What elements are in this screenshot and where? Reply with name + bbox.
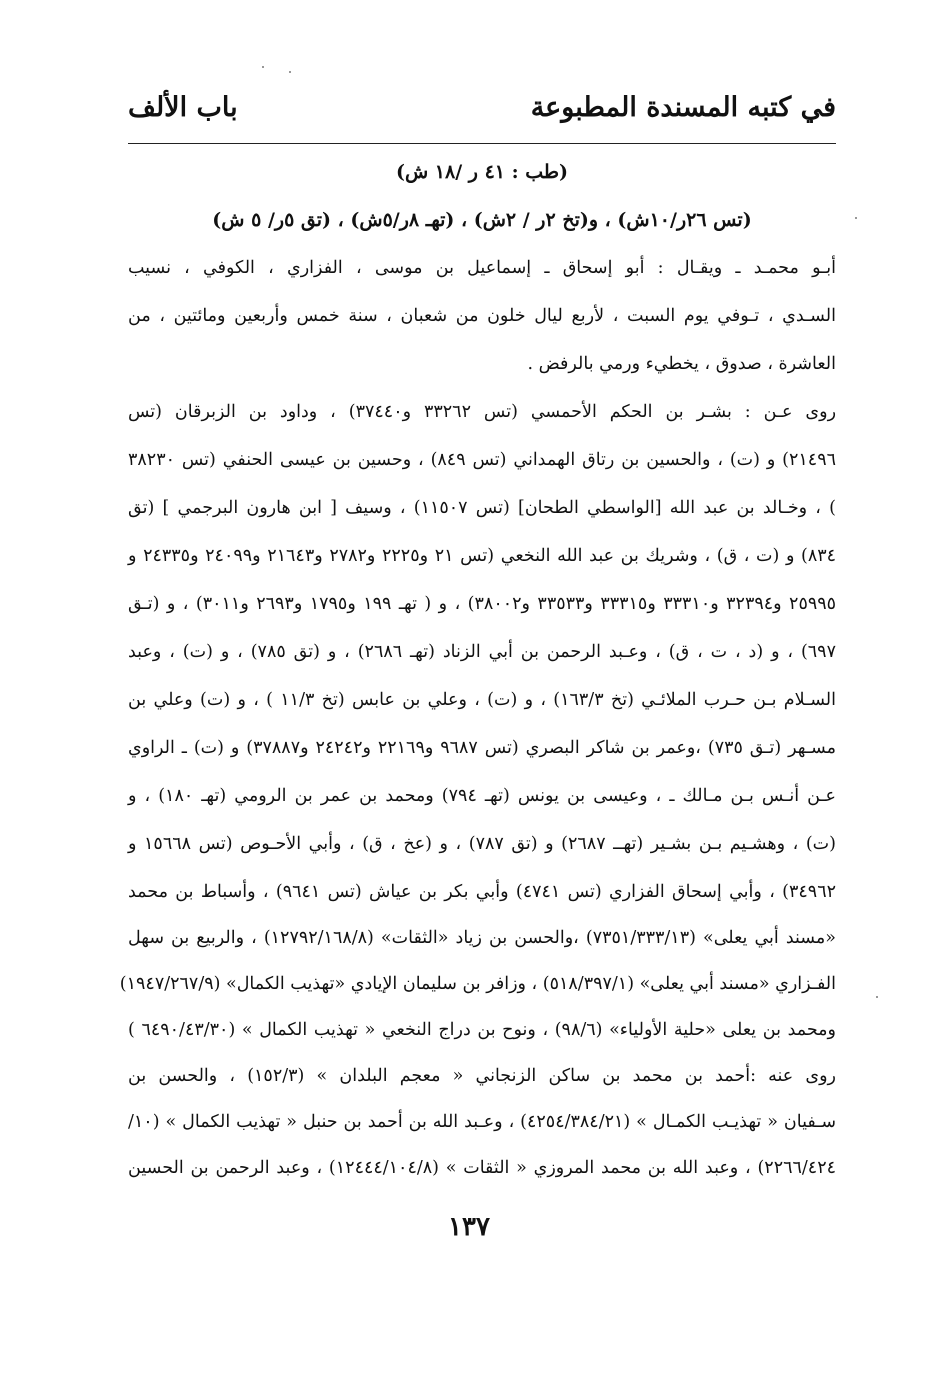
text-line: سـفيان « تهذيـب الكمـال » (٤٢٥٤/٣٨٤/٢١) ، وعـبد الله بن أحمد بن حنبل « تهذيب الكمال » (١٠/	[128, 1112, 836, 1132]
text-line: «مسند أبي يعلى» (٧٣٥١/٣٣٣/١٣) ،والحسن بن زياد «الثقات» (١٢٧٩٢/١٦٨/٨) ، والربيع بن سهل	[128, 928, 836, 948]
text-line: مسـهر (تـق ٧٣٥) ،وعمر بن شاكر البصري (تس ٩٦٨٧ و٢٢١٦٩ و٢٤٢٤٢ و٣٧٨٨٧) و (ت) ـ الراوي	[128, 738, 836, 758]
text-line: أبـو محمـد ـ ويقـال : أبو إسحاق ـ إسماعيل بن موسى ، الفزاري ، الكوفي ، نسيب	[128, 258, 836, 278]
text-line: الفـزاري «مسند أبي يعلى» (٥١٨/٣٩٧/١) ، وزافر بن سليمان الإيادي «تهذيب الكمال» (١٩٤٧/٢٦٧/٩)	[119, 974, 836, 994]
text-line: عـن أنـس بـن مـالك ـ ، وعيسى بن يونس (تهـ ٧٩٤) ومحمد بن عمر بن الرومي (تهـ ١٨٠) ، و	[128, 786, 836, 806]
text-line: ٢١٤٩٦) و (ت) ، والحسين بن رتاق الهمداني (تس ٨٤٩) ، وحسين بن عيسى الحنفي (تس ٣٨٢٣٠	[128, 450, 836, 470]
text-line: (تس ٢٦ر/١٠ش) ، و(تخ ٢ر / ٢ش) ، (تهـ ٨ر/٥ش) ، (تق ٥ر/ ٥ ش)	[212, 209, 752, 231]
text-line: روى عنه :أحمد بن محمد بن ساكن الزنجاني « معجم البلدان » (١٥٢/٣) ، والحسن بن	[128, 1066, 836, 1086]
text-line: ٢٢٦٦/٤٢٤) ، وعبد الله بن محمد المروزي « الثقات » (١٢٤٤٤/١٠٤/٨) ، وعبد الرحمن بن الحسين	[128, 1158, 836, 1178]
text-line: ومحمد بن يعلى «حلية الأولياء» (٩٨/٦) ، ونوح بن دراج النخعي « تهذيب الكمال » (٦٤٩٠/٤٣/٣٠ )	[128, 1020, 837, 1040]
page-header	[128, 92, 836, 136]
text-line: السـدي ، تـوفي يوم السبت ، لأربع ليال خلون من شعبان ، سنة خمس وأربعين ومائتين ، من	[128, 306, 836, 326]
text-line: العاشرة ، صدوق ، يخطيء ورمي بالرفض .	[527, 354, 836, 374]
scan-speck	[855, 217, 857, 219]
text-line: ) ، وخـالد بن عبد الله [الواسطي الطحان] (تس ١١٥٠٧) ، وسيف [ ابن هارون البرجمي ] (تق	[128, 498, 836, 518]
text-line: (ت) ، وهشـيم بـن بشـير (تهــ ٢٦٨٧) و (تق ٧٨٧) ، و (عخ ، ق) ، وأبي الأحـوص (تس ١٥٦٦٨ و	[128, 834, 836, 854]
text-line: ٣٤٩٦٢) ، وأبي إسحاق الفزاري (تس ٤٧٤١) وأبي بكر بن عياش (تس ٩٦٤١) ، وأسباط بن محمد	[128, 882, 836, 902]
text-line: (طب : ٤١ ر /١٨ ش)	[395, 161, 569, 183]
text-line: ٢٥٩٩٥ و٣٢٣٩٤ و٣٣٣١٠ و٣٣٣١٥ و٣٣٥٣٣ و٣٨٠٠٢) ، و ( تهـ ١٩٩ و١٧٩٥ و٢٦٩٣ و٣٠١١) ، و (تـق	[128, 594, 837, 614]
text-line: روى عـن : بشـر بن الحكم الأحمسي (تس ٣٣٢٦٢ و٣٧٤٤٠) ، وداود بن الزبرقان (تس	[128, 402, 837, 422]
text-line: السـلام بـن حـرب الملائـي (تخ ١٦٣/٣) ، و (ت) ، وعلي بن عابس (تخ ١١/٣ ) ، و (ت) وعلي بن	[128, 690, 836, 710]
scan-speck	[876, 996, 878, 998]
page-body	[119, 152, 837, 1194]
running-book-title: في كتبه المسندة المطبوعة	[530, 92, 836, 123]
page-number: ١٣٧	[448, 1212, 490, 1242]
scan-speck	[289, 71, 291, 73]
scan-speck	[262, 66, 264, 68]
text-line: ٨٣٤) و (ت ، ق) ، وشريك بن عبد الله النخعي (تس ٢١ و٢٢٢٥ و٢٧٨٢ و٢١٦٤٣ و٢٤٠٩٩ و٢٤٣٣٥ و	[128, 546, 837, 566]
header-rule	[128, 143, 836, 144]
running-chapter-title: باب الألف	[128, 92, 238, 123]
text-line: ٦٩٧) ، و (د ، ت ، ق) ، وعـبد الرحمن بن أبي الزناد (تهـ ٢٦٨٦) ، و (تق ٧٨٥) ، و (ت) ، وعبد	[128, 642, 836, 662]
